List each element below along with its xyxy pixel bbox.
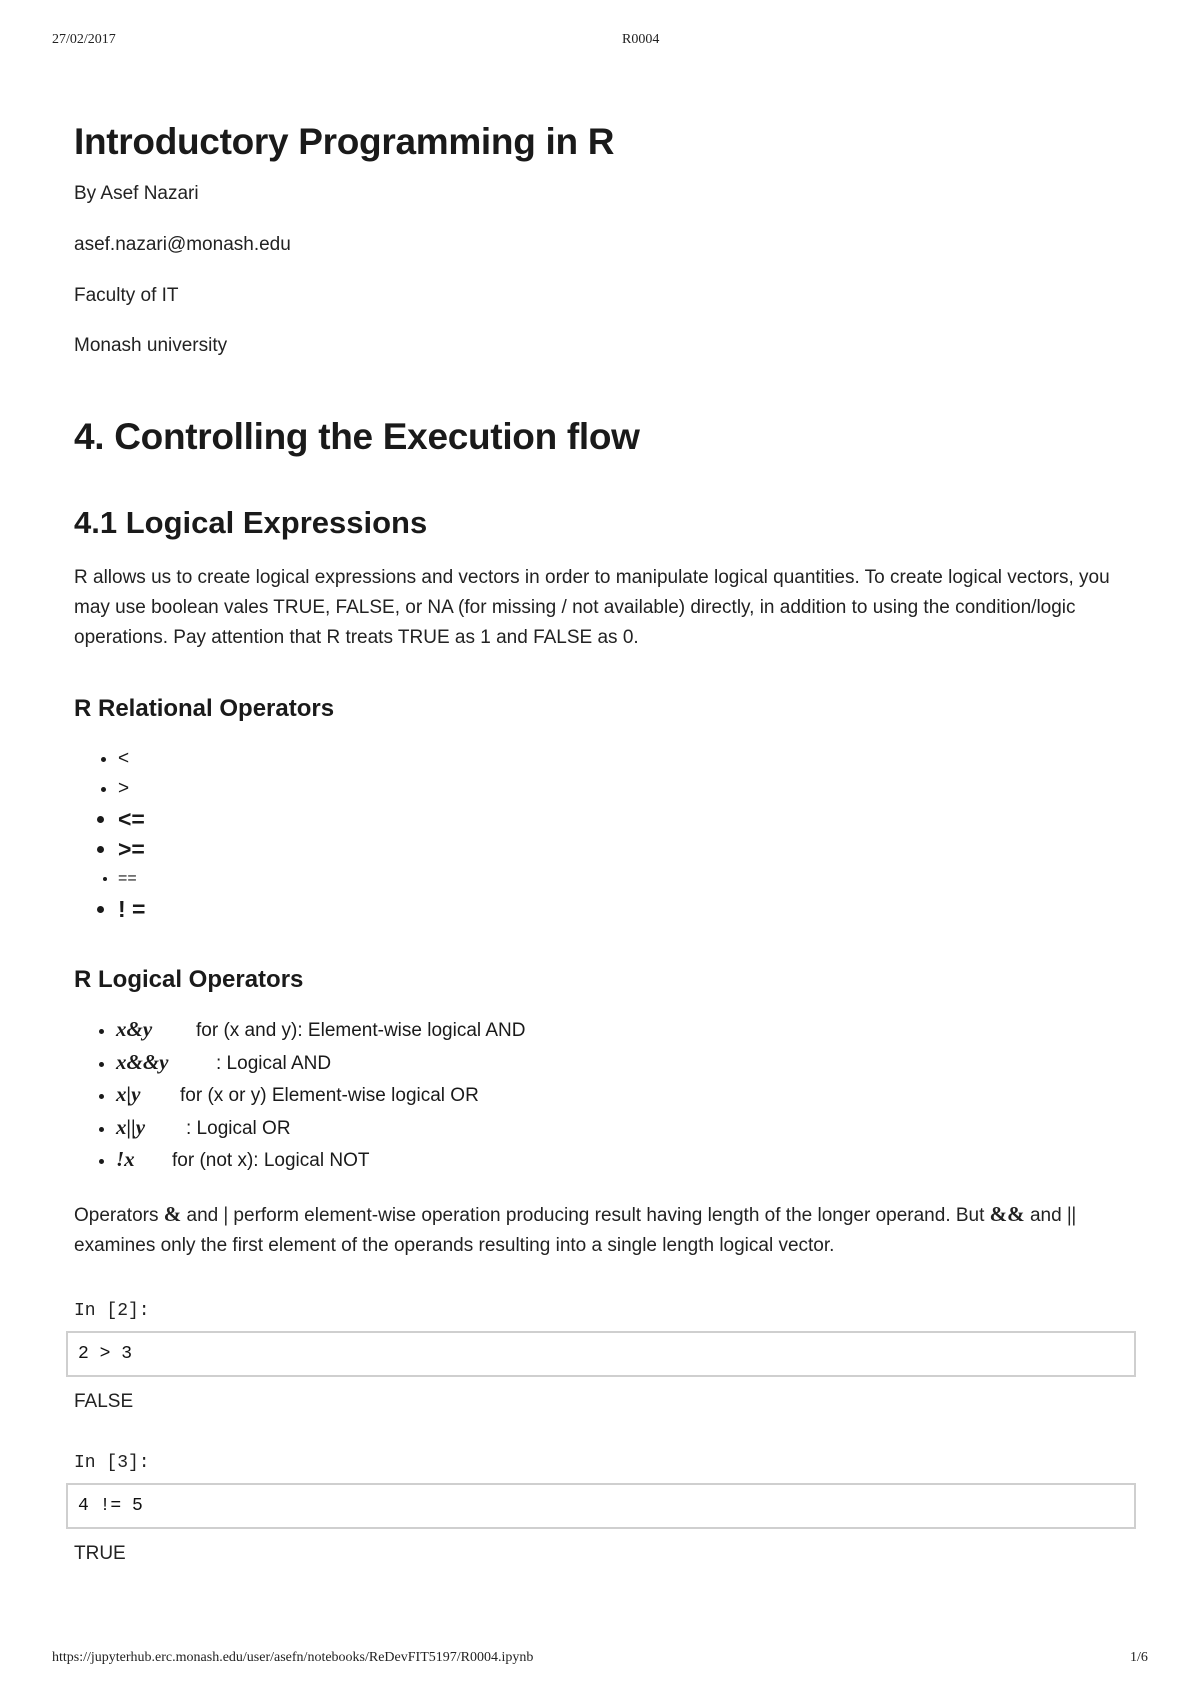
header-date: 27/02/2017 <box>52 32 116 47</box>
list-item: • == <box>118 864 1134 894</box>
relational-heading: R Relational Operators <box>74 694 335 722</box>
list-item <box>116 1144 1134 1177</box>
operator-symbol: x||y <box>116 1114 146 1139</box>
author-email: asef.nazari@monash.edu <box>74 234 291 256</box>
cell-output: TRUE <box>74 1542 126 1564</box>
code-input[interactable]: 2 > 3 <box>66 1331 1136 1377</box>
list-item: • > <box>118 774 1134 804</box>
author-university: Monash university <box>74 335 228 357</box>
list-item: • <= <box>118 804 1134 834</box>
list-item <box>116 1014 1134 1047</box>
author-info <box>74 182 1134 359</box>
list-item: • >= <box>118 834 1134 864</box>
code-cell <box>74 1301 1134 1413</box>
relational-list <box>74 744 1134 924</box>
list-item: • ! = <box>118 894 1134 924</box>
operator-desc: : Logical AND <box>216 1052 332 1074</box>
operator-symbol: x&y <box>116 1017 153 1042</box>
list-item <box>116 1079 1134 1112</box>
footer-url: https://jupyterhub.erc.monash.edu/user/asefn/notebooks/ReDevFIT5197/R0004.ipynb <box>52 1650 534 1665</box>
logical-heading: R Logical Operators <box>74 965 304 993</box>
subsection-heading: 4.1 Logical Expressions <box>74 504 428 540</box>
cell-output: FALSE <box>74 1390 134 1412</box>
code-input[interactable]: 4 != 5 <box>66 1483 1136 1529</box>
logical-list <box>74 1014 1134 1177</box>
list-item <box>116 1047 1134 1080</box>
footer-page-number: 1/6 <box>1130 1650 1148 1665</box>
section-heading: 4. Controlling the Execution flow <box>74 416 640 458</box>
operator-desc: for (not x): Logical NOT <box>172 1150 370 1172</box>
code-cell <box>74 1453 1134 1565</box>
operator-desc: : Logical OR <box>186 1117 291 1139</box>
cell-prompt: In [2]: <box>74 1300 150 1321</box>
page-title: Introductory Programming in R <box>74 121 615 162</box>
author-faculty: Faculty of IT <box>74 284 179 306</box>
operator-symbol: x&&y <box>116 1049 169 1074</box>
list-item: • < <box>118 744 1134 774</box>
cell-prompt: In [3]: <box>74 1452 150 1473</box>
author-byline: By Asef Nazari <box>74 183 199 205</box>
list-item <box>116 1112 1134 1145</box>
notebook-content <box>74 120 1134 1565</box>
operator-desc: for (x and y): Element-wise logical AND <box>196 1020 526 1042</box>
header-title: R0004 <box>622 32 660 47</box>
operator-symbol: !x <box>116 1147 135 1172</box>
intro-paragraph: R allows us to create logical expressions and vectors in order to manipulate logical quantities. To create logical vectors, you may use boolean vales TRUE, FALSE, or NA (for missing / not available) directly, in addition to using the condition/logic operations. Pay attention that R treats TRUE as 1 and FALSE as 0. <box>74 566 1110 648</box>
operators-note: Operators & and | perform element-wise operation producing result having length of the longer operand. But && and || examines only the first element of the operands resulting into a single length logical vector. <box>74 1201 1077 1256</box>
operator-symbol: x|y <box>116 1082 141 1107</box>
operator-desc: for (x or y) Element-wise logical OR <box>180 1085 479 1107</box>
